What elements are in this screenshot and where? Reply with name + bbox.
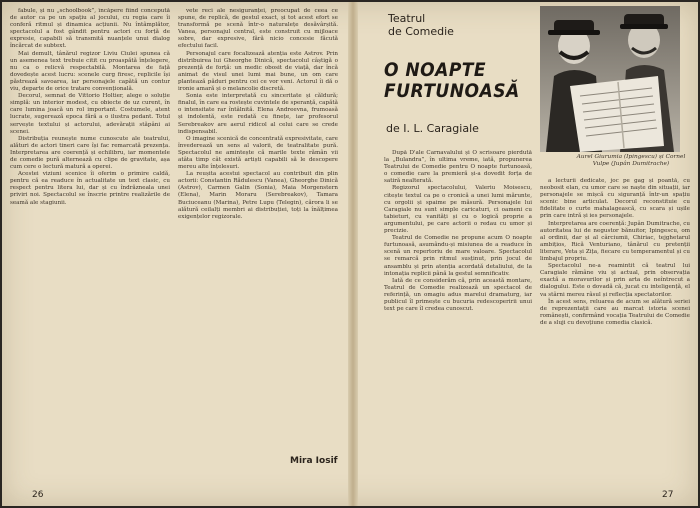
paragraph: În acest sens, reluarea de acum se alătură seriei de reprezentații care au marcat istoria scenei românești, confirmând vocația Teatrului de Comedie de a sluji cu devoțiune comedia clasică. bbox=[540, 298, 690, 326]
paragraph: fabule, și nu „schoolbook”, încăpere fiind concepută de autor ca pe un spațiu al jocului, cu regia care îi conferă ritmul și dinamica acțiunii. Nu întâmplător, spectacolul a fost gândit pentru actori cu forță de expresie, capabili să transmită nuanțele unui dialog încărcat de subtext. bbox=[10, 8, 170, 50]
paragraph: Teatrul de Comedie ne propune acum O noapte furtunoasă, asumându-și misiunea de a readuce în scenă un repertoriu de mare valoare. Spectacolul se remarcă prin ritmul susținut, prin jocul de ansamblu și prin atenția acordată detaliului, de la intonația replicii până la gestul semnificativ. bbox=[384, 235, 532, 277]
right-page-column-2 bbox=[540, 178, 690, 484]
paragraph: Iată de ce considerăm că, prin această montare, Teatrul de Comedie realizează un spectacol de referință, un omagiu adus marelui dramaturg, iar publicul îl primește cu bucuria redescoperirii unui text pe care îl credea cunoscut. bbox=[384, 277, 532, 313]
left-page-column-1 bbox=[10, 8, 170, 484]
paragraph: Sonia este interpretată cu sinceritate și căldură; finalul, în care ea rostește cuvintele de speranță, capătă o intensitate rar întâlnită. Elena Andreevna, frumoasă și indolentă, este redată cu finețe, iar profesorul Serebreakov are aerul ridicol al celui care se crede indispensabil. bbox=[178, 93, 338, 135]
paragraph: Mai demult, tânărul regizor Liviu Ciulei spunea că un asemenea text trebuie citit cu proaspătă înțelegere, nu ca o relicvă respectabilă. Montarea de față dovedește acest lucru: scenele curg firesc, replicile își păstrează savoarea, iar personajele capătă un contur viu, departe de orice tratare convențională. bbox=[10, 50, 170, 93]
play-title-line-2: FURTUNOASĂ bbox=[384, 80, 520, 102]
paragraph: Interpretarea are coerență: Jupân Dumitrache, cu autoritatea lui de negustor bănuitor, Ipingescu, om al ordinii, dar și al cârciumii, Chiriac, tejghetarul ambițios, Rică Venturiano, tânărul cu pretenții literare, Veta și Zița, fiecare cu temperamentul și cu limbajul propriu. bbox=[540, 220, 690, 263]
theatre-name: Teatrul de Comedie bbox=[388, 12, 454, 38]
play-author: de I. L. Caragiale bbox=[386, 122, 479, 135]
play-title-line-1: O NOAPTE bbox=[384, 59, 487, 81]
paragraph: Spectacolul ne-a reamintit că teatrul lui Caragiale rămâne viu și actual, prin observația exactă a moravurilor și prin arta de neîntrecut a dialogului. Este o dovadă că, jucat cu inteligență, el va stârni mereu râsul și reflecția spectatorilor. bbox=[540, 263, 690, 298]
paragraph: vete reci ale nesiguranței, preocupat de ceea ce spune, de replică, de gestul exact, și tot acest efort se transformă pe scenă într-o naturalețe desăvârșită. Vanea, personajul central, este construit cu mijloace sobre, dar expresive, fără nicio concesie făcută efectului facil. bbox=[178, 8, 338, 50]
paragraph: Regizorul spectacolului, Valeriu Moisescu, citește textul ca pe o cronică a unei lumi mărunte, cu orgolii și spaime pe măsură. Personajele lui Caragiale nu sunt simple caricaturi, ci oameni cu tabieturi, cu vanități și cu o logică proprie a argumentului, pe care actorii o redau cu umor și precizie. bbox=[384, 185, 532, 235]
magazine-spread bbox=[2, 2, 698, 506]
production-photo-illustration bbox=[540, 6, 680, 152]
paragraph: La reușita acestui spectacol au contribuit din plin actorii: Constantin Rădulescu (Vanea), Gheorghe Dinică (Astrov), Carmen Galin (Sonia), Maia Morgenstern (Elena), Marin Moraru (Serebreakov), Tamara Buciuceanu (Marina), Petre Lupu (Telegin), cărora li se alătură ceilalți membri ai distribuției, toți la înălțimea exigențelor regizorale. bbox=[178, 171, 338, 220]
page-number-right: 27 bbox=[662, 490, 674, 500]
paragraph: Personajul care focalizează atenția este Astrov. Prin distribuirea lui Gheorghe Dinică, spectacolul câștigă o prezență de forță: un medic obosit de viață, dar încă animat de visul unei lumi mai bune, un om care plantează păduri pentru cei ce vor veni. Actorul îi dă o ironie amară și o melancolie discretă. bbox=[178, 50, 338, 93]
paragraph: După D'ale Carnavalului și O scrisoare pierdută la „Bulandra”, în ultima vreme, iată, propunerea Teatrului de Comedie pentru O noapte furtunoasă, o comedie care la premieră și-a dovedit forța de satiră nealterată. bbox=[384, 150, 532, 185]
page-number-left: 26 bbox=[32, 490, 44, 500]
play-title bbox=[384, 60, 520, 102]
paragraph: Distribuția reunește nume cunoscute ale teatrului, alături de actori tineri care își fac remarcată prezența. Interpretarea are coerență și echilibru, iar momentele de comedie pură alternează cu clipe de gravitate, așa cum cere o lectură matură a operei. bbox=[10, 135, 170, 171]
production-photo bbox=[540, 6, 680, 152]
paragraph: a lecturii dedicate, joc pe gag și poantă, cu neobosit elan, cu umor care se naște din situații, iar personajele se mișcă cu siguranță într-un spațiu scenic bine articulat. Decorul reconstituie cu fidelitate o curte mahalagească, cu scara și ușile prin care intră și ies personajele. bbox=[540, 178, 690, 220]
paragraph: Decorul, semnat de Vittorio Holtier, alege o soluție simplă: un interior modest, cu obiecte de uz curent, în care lumina joacă un rol important. Costumele, atent lucrate, sugerează epoca fără a o ilustra pedant. Totul servește textului și actorului, adevărații stăpâni ai scenei. bbox=[10, 93, 170, 135]
paragraph: Acestei viziuni scenice îi oferim o primire caldă, pentru că ea readuce în actualitate un text clasic, cu respect pentru litera lui, dar și cu îndrăzneala unei priviri noi. Spectacolul se înscrie printre realizările de seamă ale stagiunii. bbox=[10, 171, 170, 206]
photo-caption: Aurel Giurumia (Ipingescu) și Cornel Vulpe (Jupân Dumitrache) bbox=[576, 154, 686, 167]
article-author: Mira Iosif bbox=[290, 456, 338, 466]
paragraph: O imagine scenică de concentrată expresivitate, care învederează un sens al valorii, de teatralitate pură. Spectacolul ne amintește că marile texte rămân vii atâta timp cât există artiști capabili să le descopere mereu alte înțelesuri. bbox=[178, 135, 338, 171]
right-page-column-1 bbox=[384, 150, 532, 486]
left-page-column-2 bbox=[178, 8, 338, 448]
book-gutter bbox=[348, 2, 358, 506]
